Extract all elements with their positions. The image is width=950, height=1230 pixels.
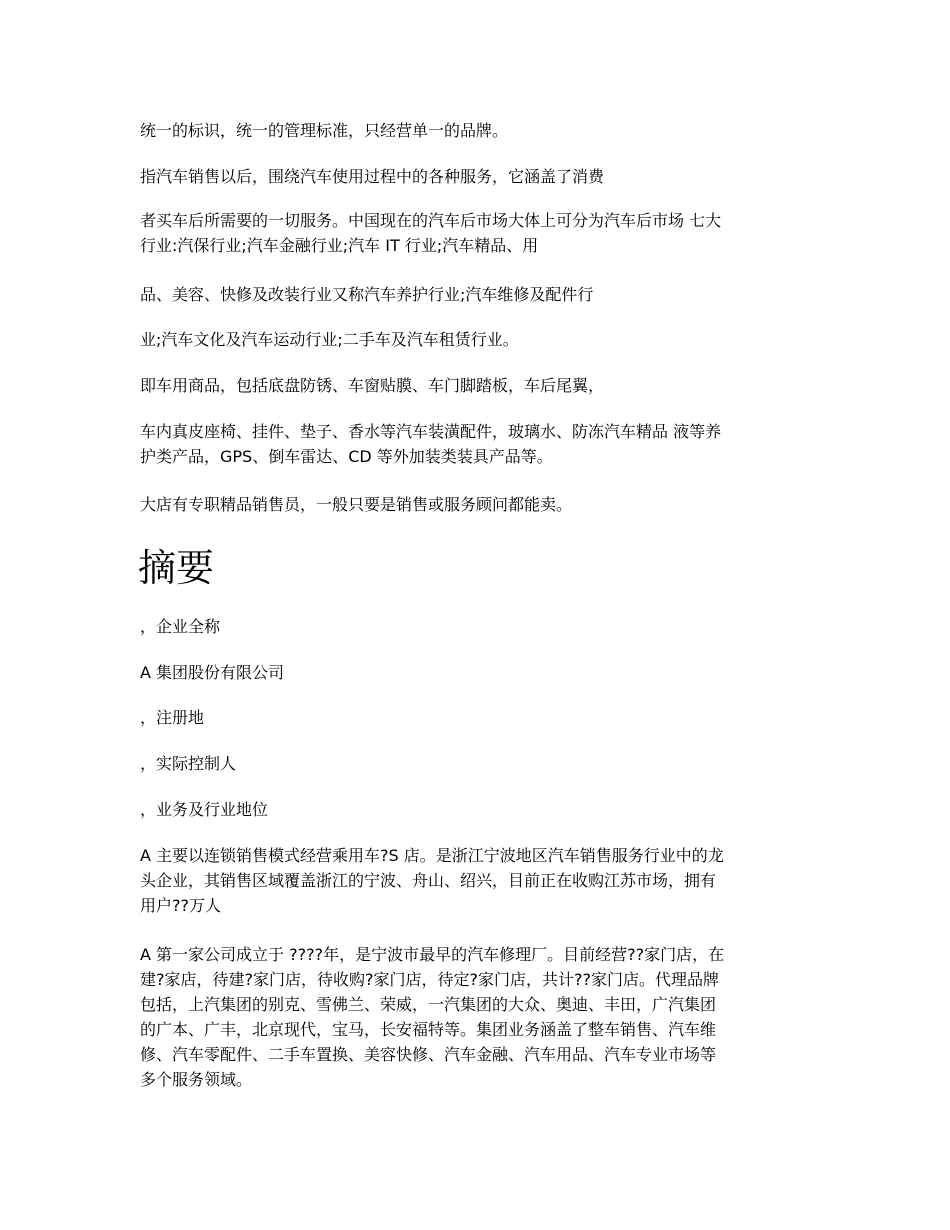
text-line: 业;汽车文化及汽车运动行业;二手车及汽车租赁行业。 <box>140 330 519 349</box>
field-business-position <box>140 797 812 822</box>
text-line: A 主要以连锁销售模式经营乘用车?S 店。是浙江宁波地区汽车销售服务行业中的龙 <box>140 846 724 865</box>
text-line: 车内真皮座椅、挂件、垫子、香水等汽车装潢配件，玻璃水、防冻汽车精品 液等养 <box>140 422 722 441</box>
text-line: 包括，上汽集团的别克、雪佛兰、荣威，一汽集团的大众、奥迪、丰田，广汽集团 <box>140 995 717 1014</box>
paragraph-3 <box>140 208 812 258</box>
paragraph-2 <box>140 164 812 189</box>
text-line: A 第一家公司成立于 ????年，是宁波市最早的汽车修理厂。目前经营??家门店，在 <box>140 945 725 964</box>
text-line: 护类产品，GPS、倒车雷达、CD 等外加装类装具产品等。 <box>140 447 553 466</box>
text-line: 指汽车销售以后，围绕汽车使用过程中的各种服务，它涵盖了消费 <box>140 167 605 186</box>
text-line: 行业:汽保行业;汽车金融行业;汽车 IT 行业;汽车精品、用 <box>140 236 539 255</box>
paragraph-1 <box>140 118 812 143</box>
text-line: 用户??万人 <box>140 896 221 915</box>
text-line: ，企业全称 <box>140 617 221 636</box>
text-line: 的广本、广丰，北京现代，宝马，长安福特等。集团业务涵盖了整车销售、汽车维 <box>140 1020 717 1039</box>
paragraph-7 <box>140 419 812 469</box>
text-line: 者买车后所需要的一切服务。中国现在的汽车后市场大体上可分为汽车后市场 七大 <box>140 211 722 230</box>
company-name-value <box>140 660 812 685</box>
text-line: 头企业，其销售区域覆盖浙江的宁波、舟山、绍兴，目前正在收购江苏市场，拥有 <box>140 871 717 890</box>
field-controller <box>140 751 812 776</box>
text-line: ，注册地 <box>140 708 205 727</box>
text-line: 即车用商品，包括底盘防锈、车窗贴膜、车门脚踏板，车后尾翼， <box>140 376 605 395</box>
paragraph-6 <box>140 373 812 398</box>
text-line: ，实际控制人 <box>140 754 237 773</box>
field-registered-address <box>140 705 812 730</box>
text-line: ，业务及行业地位 <box>140 800 269 819</box>
company-history <box>140 942 812 1092</box>
text-line: 大店有专职精品销售员，一般只要是销售或服务顾问都能卖。 <box>140 495 573 514</box>
business-description <box>140 843 812 918</box>
paragraph-4 <box>140 282 812 307</box>
paragraph-5 <box>140 327 812 352</box>
text-line: 建?家店，待建?家门店，待收购?家门店，待定?家门店，共计??家门店。代理品牌 <box>140 970 719 989</box>
text-line: 修、汽车零配件、二手车置换、美容快修、汽车金融、汽车用品、汽车专业市场等 <box>140 1045 717 1064</box>
text-line: 多个服务领域。 <box>140 1070 253 1089</box>
text-line: 品、美容、快修及改装行业又称汽车养护行业;汽车维修及配件行 <box>140 285 594 304</box>
text-line: A 集团股份有限公司 <box>140 663 285 682</box>
field-company-name <box>140 614 812 639</box>
paragraph-8 <box>140 492 812 517</box>
text-line: 统一的标识，统一的管理标准，只经营单一的品牌。 <box>140 121 509 140</box>
section-heading: 摘要 <box>138 546 215 590</box>
